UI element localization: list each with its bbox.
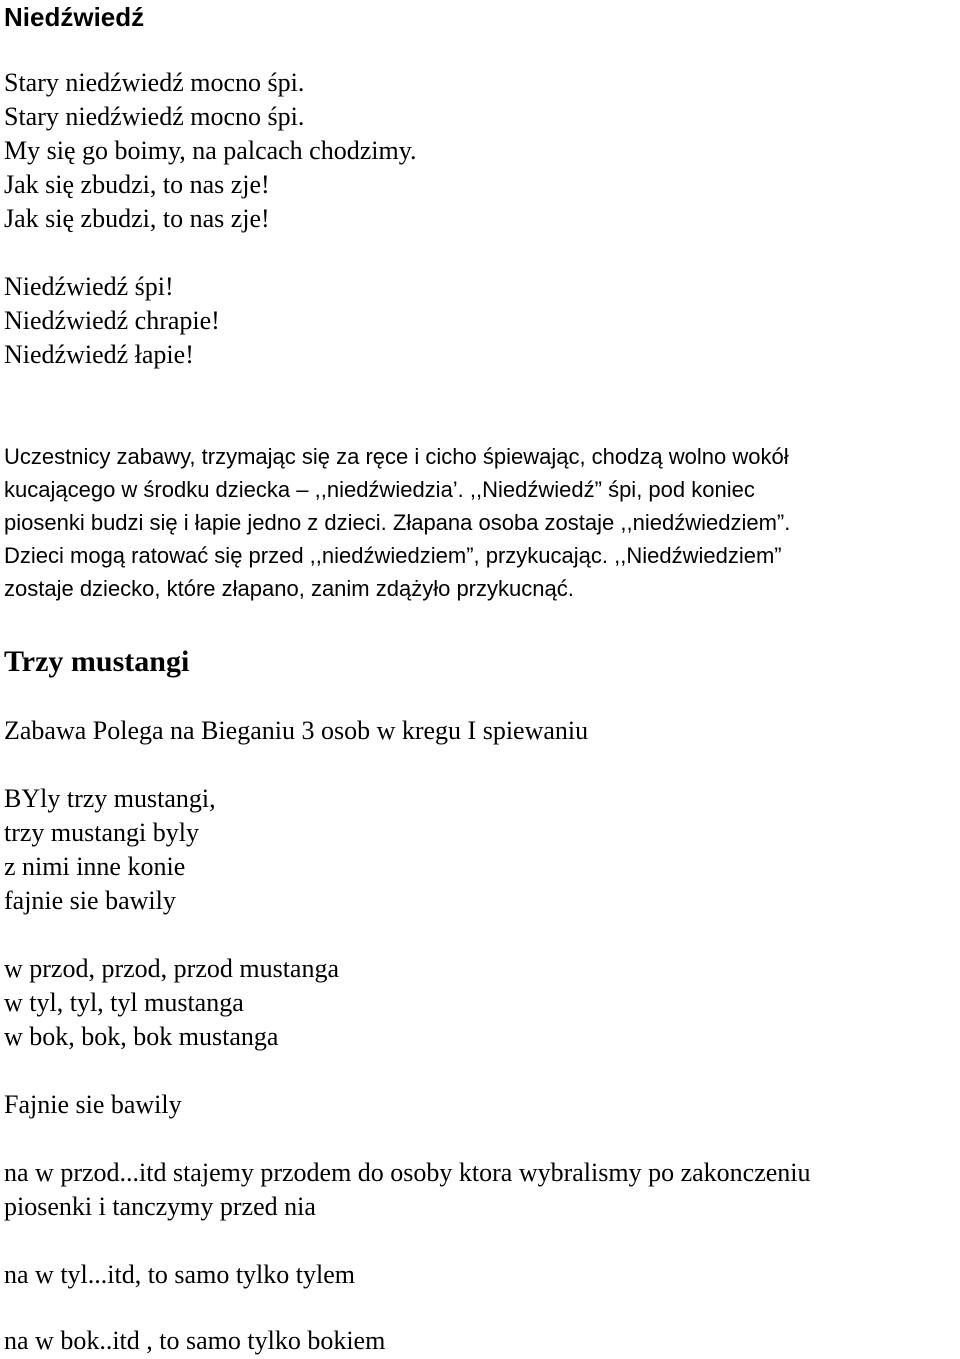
- verse-line: Fajnie sie bawily: [4, 1090, 182, 1119]
- instruction-back: [4, 1258, 355, 1292]
- instruction-side: [4, 1324, 385, 1358]
- instruction-line: piosenki i tanczymy przed nia: [4, 1192, 316, 1221]
- description-line: piosenki budzi się i łapie jedno z dzieci. Złapana osoba zostaje ,,niedźwiedziem”.: [4, 510, 791, 535]
- description-line: Uczestnicy zabawy, trzymając się za ręce i cicho śpiewając, chodzą wolno wokół: [4, 444, 789, 469]
- verse-line: trzy mustangi byly: [4, 818, 199, 847]
- verse-line: Niedźwiedź chrapie!: [4, 306, 220, 335]
- verse-line: w bok, bok, bok mustanga: [4, 1022, 279, 1051]
- description-line: zostaje dziecko, które złapano, zanim zdążyło przykucnąć.: [4, 576, 574, 601]
- verse-line: Jak się zbudzi, to nas zje!: [4, 170, 270, 199]
- mustang-verse-3: [4, 1088, 182, 1122]
- verse-line: w przod, przod, przod mustanga: [4, 954, 340, 983]
- verse-line: z nimi inne konie: [4, 852, 186, 881]
- verse-line: Niedźwiedź łapie!: [4, 340, 194, 369]
- intro-line: Zabawa Polega na Bieganiu 3 osob w kregu I spiewaniu: [4, 716, 589, 745]
- verse-line: Stary niedźwiedź mocno śpi.: [4, 68, 305, 97]
- instruction-forward: [4, 1156, 811, 1224]
- verse-line: Jak się zbudzi, to nas zje!: [4, 204, 270, 233]
- song-verse-1: [4, 66, 417, 236]
- instruction-line: na w bok..itd , to samo tylko bokiem: [4, 1326, 386, 1355]
- mustang-verse-1: [4, 782, 216, 918]
- mustang-verse-2: [4, 952, 339, 1054]
- verse-line: BYly trzy mustangi,: [4, 784, 216, 813]
- instruction-line: na w tyl...itd, to samo tylko tylem: [4, 1260, 355, 1289]
- verse-line: fajnie sie bawily: [4, 886, 176, 915]
- game-intro: [4, 714, 588, 748]
- description-line: kucającego w środku dziecka – ,,niedźwiedzia’. ,,Niedźwiedź” śpi, pod koniec: [4, 477, 755, 502]
- verse-line: My się go boimy, na palcach chodzimy.: [4, 136, 417, 165]
- verse-line: Niedźwiedź śpi!: [4, 272, 174, 301]
- section-title-trzy-mustangi: Trzy mustangi: [4, 645, 190, 678]
- song-verse-2: [4, 270, 220, 372]
- verse-line: w tyl, tyl, tyl mustanga: [4, 988, 244, 1017]
- description-line: Dzieci mogą ratować się przed ,,niedźwiedziem”, przykucając. ,,Niedźwiedziem”: [4, 543, 782, 568]
- verse-line: Stary niedźwiedź mocno śpi.: [4, 102, 305, 131]
- game-description: [4, 440, 790, 605]
- section-title-niedzwiedz: Niedźwiedź: [4, 2, 145, 32]
- instruction-line: na w przod...itd stajemy przodem do osoby ktora wybralismy po zakonczeniu: [4, 1158, 811, 1187]
